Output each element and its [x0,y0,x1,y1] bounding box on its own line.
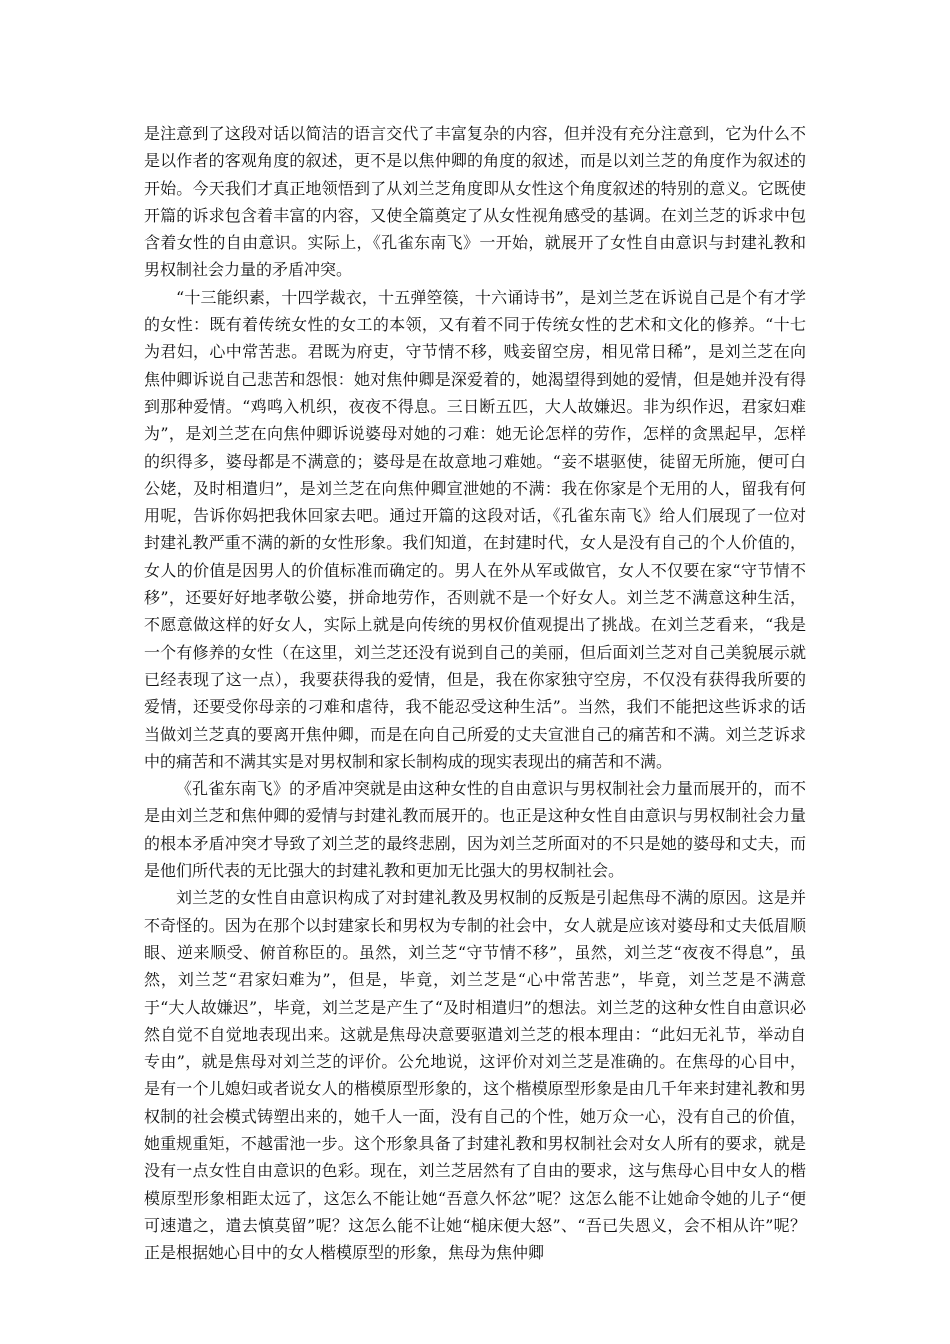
paragraph-2: “十三能织素，十四学裁衣，十五弹箜篌，十六诵诗书”，是刘兰芝在诉说自己是个有才学的女性：既有着传统女性的女工的本领，又有着不同于传统女性的艺术和文化的修养。“十七为君妇，心中常苦悲。君既为府吏，守节情不移，贱妾留空房，相见常日稀”，是刘兰芝在向焦仲卿诉说自己悲苦和怨恨：她对焦仲卿是深爱着的，她渴望得到她的爱情，但是她并没有得到那种爱情。“鸡鸣入机织，夜夜不得息。三日断五匹，大人故嫌迟。非为织作迟，君家妇难为”，是刘兰芝在向焦仲卿诉说婆母对她的刁难：她无论怎样的劳作，怎样的贪黑起早，怎样的织得多，婆母都是不满意的；婆母是在故意地刁难她。“妾不堪驱使，徒留无所施，便可白公姥，及时相遣归”，是刘兰芝在向焦仲卿宣泄她的不满：我在你家是个无用的人，留我有何用呢，告诉你妈把我休回家去吧。通过开篇的这段对话，《孔雀东南飞》给人们展现了一位对封建礼教严重不满的新的女性形象。我们知道，在封建时代，女人是没有自己的个人价值的，女人的价值是因男人的价值标准而确定的。男人在外从军或做官，女人不仅要在家“守节情不移”，还要好好地孝敬公婆，拼命地劳作，否则就不是一个好女人。刘兰芝不满意这种生活，不愿意做这样的好女人，实际上就是向传统的男权价值观提出了挑战。在刘兰芝看来，“我是一个有修养的女性（在这里，刘兰芝还没有说到自己的美丽，但后面刘兰芝对自己美貌展示就已经表现了这一点），我要获得我的爱情，但是，我在你家独守空房，不仅没有获得我所要的爱情，还要受你母亲的刁难和虐待，我不能忍受这种生活”。当然，我们不能把这些诉求的话当做刘兰芝真的要离开焦仲卿，而是在向自己所爱的丈夫宣泄自己的痛苦和不满。刘兰芝诉求中的痛苦和不满其实是对男权制和家长制构成的现实表现出的痛苦和不满。 [144,287,806,771]
paragraph-3: 《孔雀东南飞》的矛盾冲突就是由这种女性的自由意识与男权制社会力量而展开的，而不是由刘兰芝和焦仲卿的爱情与封建礼教而展开的。也正是这种女性自由意识与男权制社会力量的根本矛盾冲突才导致了刘兰芝的最终悲剧，因为刘兰芝所面对的不只是她的婆母和丈夫，而是他们所代表的无比强大的封建礼教和更加无比强大的男权制社会。 [144,779,806,881]
paragraph-1: 是注意到了这段对话以简洁的语言交代了丰富复杂的内容，但并没有充分注意到，它为什么不是以作者的客观角度的叙述，更不是以焦仲卿的角度的叙述，而是以刘兰芝的角度作为叙述的开始。今天我们才真正地领悟到了从刘兰芝角度即从女性这个角度叙述的特别的意义。它既使开篇的诉求包含着丰富的内容，又使全篇奠定了从女性视角感受的基调。在刘兰芝的诉求中包含着女性的自由意识。实际上，《孔雀东南飞》一开始，就展开了女性自由意识与封建礼教和男权制社会力量的矛盾冲突。 [144,124,806,280]
document-page [144,120,806,1266]
paragraph-4: 刘兰芝的女性自由意识构成了对封建礼教及男权制的反叛是引起焦母不满的原因。这是并不奇怪的。因为在那个以封建家长和男权为专制的社会中，女人就是应该对婆母和丈夫低眉顺眼、逆来顺受、俯首称臣的。虽然，刘兰芝“守节情不移”，虽然，刘兰芝“夜夜不得息”，虽然，刘兰芝“君家妇难为”，但是，毕竟，刘兰芝是“心中常苦悲”，毕竟，刘兰芝是不满意于“大人故嫌迟”，毕竟，刘兰芝是产生了“及时相遣归”的想法。刘兰芝的这种女性自由意识必然自觉不自觉地表现出来。这就是焦母决意要驱遣刘兰芝的根本理由：“此妇无礼节，举动自专由”，就是焦母对刘兰芝的评价。公允地说，这评价对刘兰芝是准确的。在焦母的心目中，是有一个儿媳妇或者说女人的楷模原型形象的，这个楷模原型形象是由几千年来封建礼教和男权制的社会模式铸塑出来的，她千人一面，没有自己的个性，她万众一心，没有自己的价值，她重规重矩，不越雷池一步。这个形象具备了封建礼教和男权制社会对女人所有的要求，就是没有一点女性自由意识的色彩。现在，刘兰芝居然有了自由的要求，这与焦母心目中女人的楷模原型形象相距太远了，这怎么不能让她“吾意久怀忿”呢？这怎么能不让她命令她的儿子“便可速遣之，遣去慎莫留”呢？这怎么能不让她“槌床便大怒”、“吾已失恩义，会不相从许”呢？正是根据她心目中的女人楷模原型的形象，焦母为焦仲卿 [144,888,806,1263]
